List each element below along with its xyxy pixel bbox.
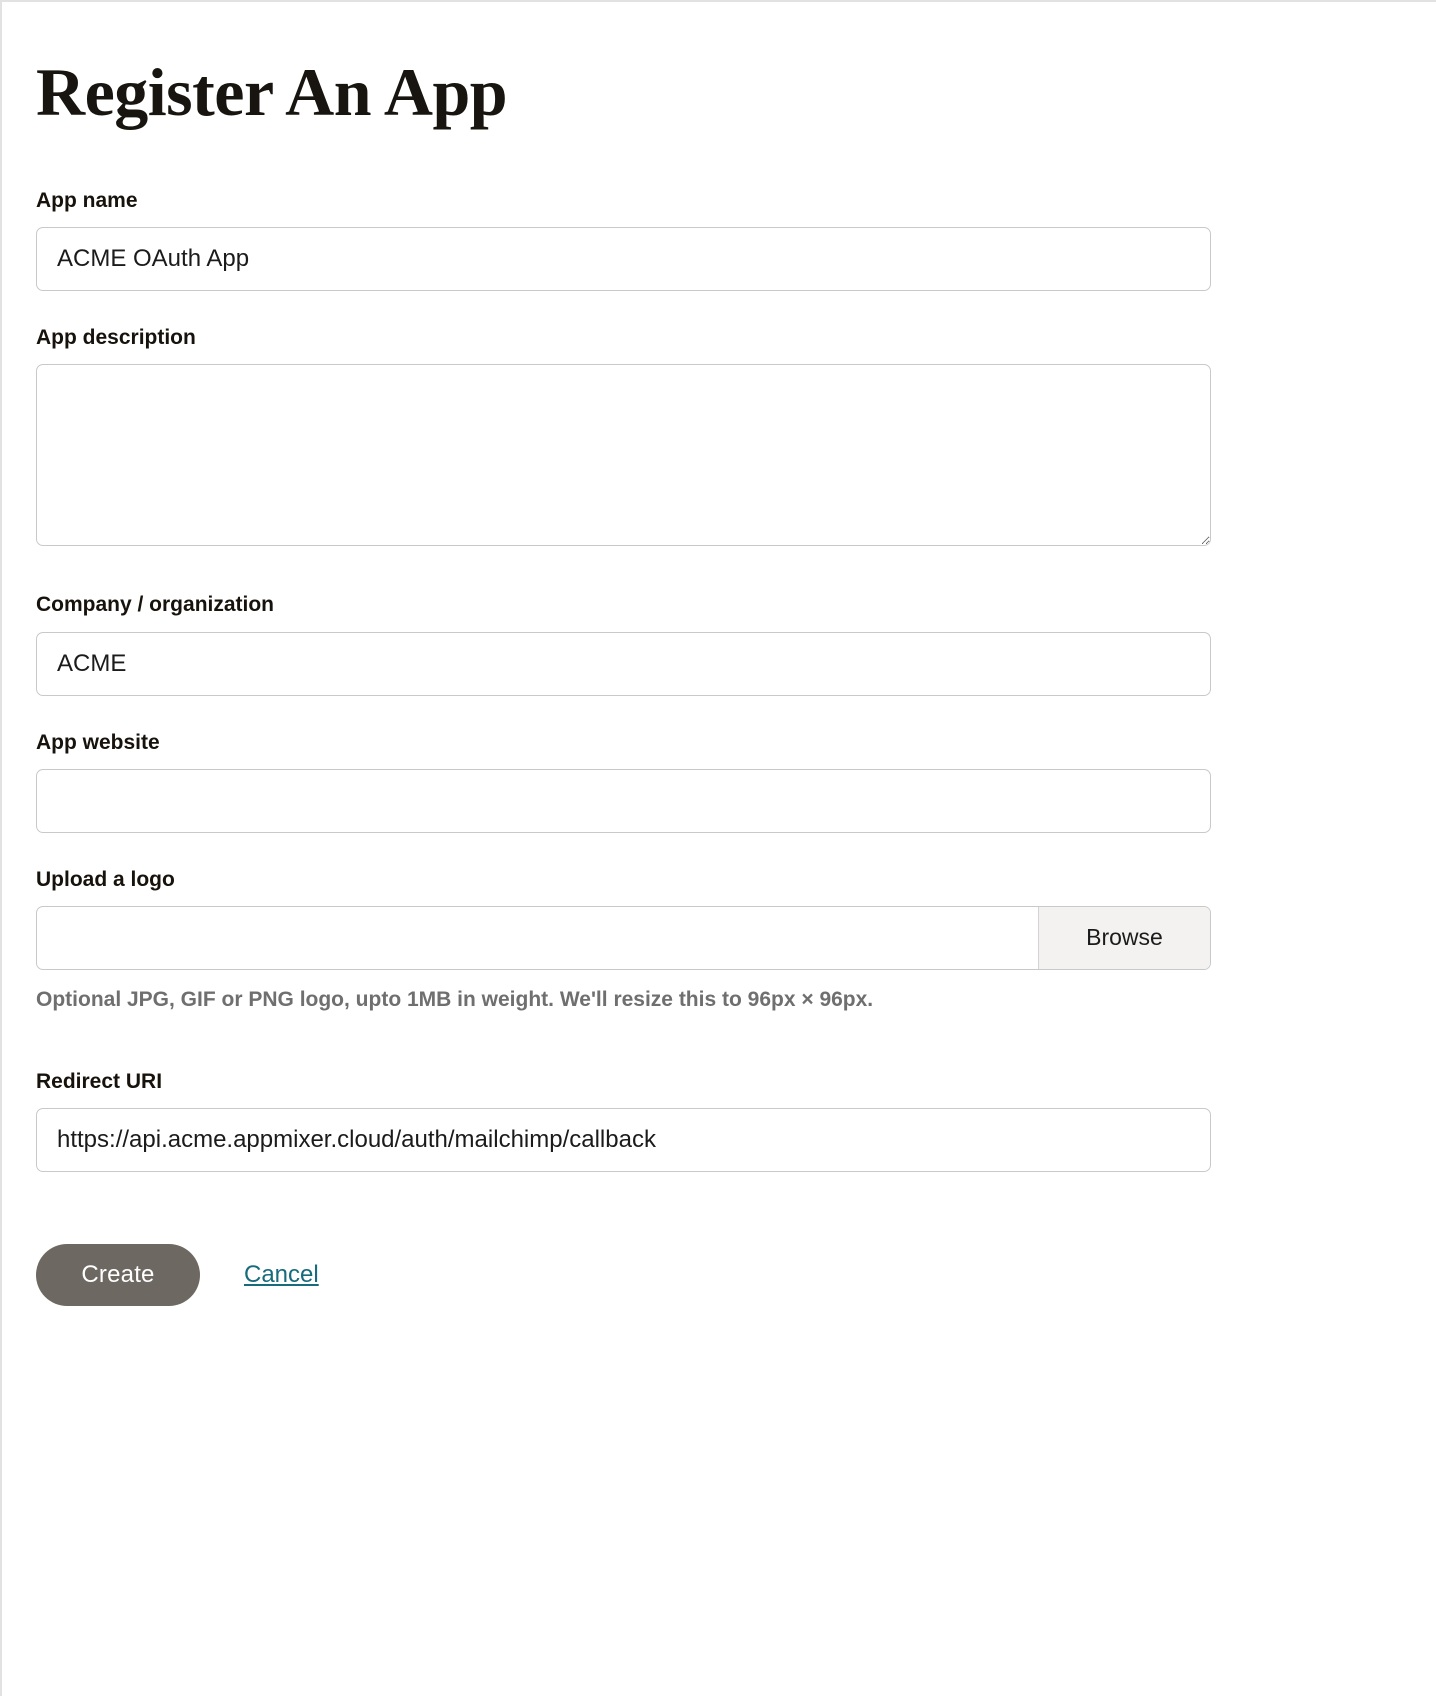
app-name-label: App name: [36, 189, 138, 212]
app-description-textarea[interactable]: [36, 364, 1211, 546]
field-app-name: [36, 188, 1211, 291]
redirect-uri-label: Redirect URI: [36, 1070, 163, 1094]
logo-upload-label: Upload a logo: [36, 867, 175, 891]
company-input[interactable]: [36, 632, 1211, 696]
logo-file-name[interactable]: [37, 907, 1038, 969]
field-company: [36, 592, 1211, 695]
field-app-website: [36, 730, 1211, 833]
browse-button[interactable]: Browse: [1038, 907, 1210, 969]
field-logo-upload: [36, 867, 1211, 1013]
create-button[interactable]: Create: [36, 1244, 200, 1306]
app-name-input[interactable]: [36, 227, 1211, 291]
app-description-label: App description: [36, 326, 196, 350]
company-label: Company / organization: [36, 593, 275, 617]
form-container: [2, 2, 1211, 1306]
app-website-label: App website: [36, 730, 160, 754]
cancel-link[interactable]: Cancel: [244, 1261, 319, 1289]
field-redirect-uri: [36, 1069, 1211, 1172]
logo-upload-hint: Optional JPG, GIF or PNG logo, upto 1MB in weight. We'll resize this to 96px × 96px.: [36, 987, 874, 1011]
field-app-description: [36, 325, 1211, 546]
redirect-uri-input[interactable]: [36, 1108, 1211, 1172]
page-title: Register An App: [36, 54, 508, 130]
app-website-input[interactable]: [36, 769, 1211, 833]
form-actions: [36, 1244, 1211, 1306]
logo-file-row[interactable]: [36, 906, 1211, 970]
